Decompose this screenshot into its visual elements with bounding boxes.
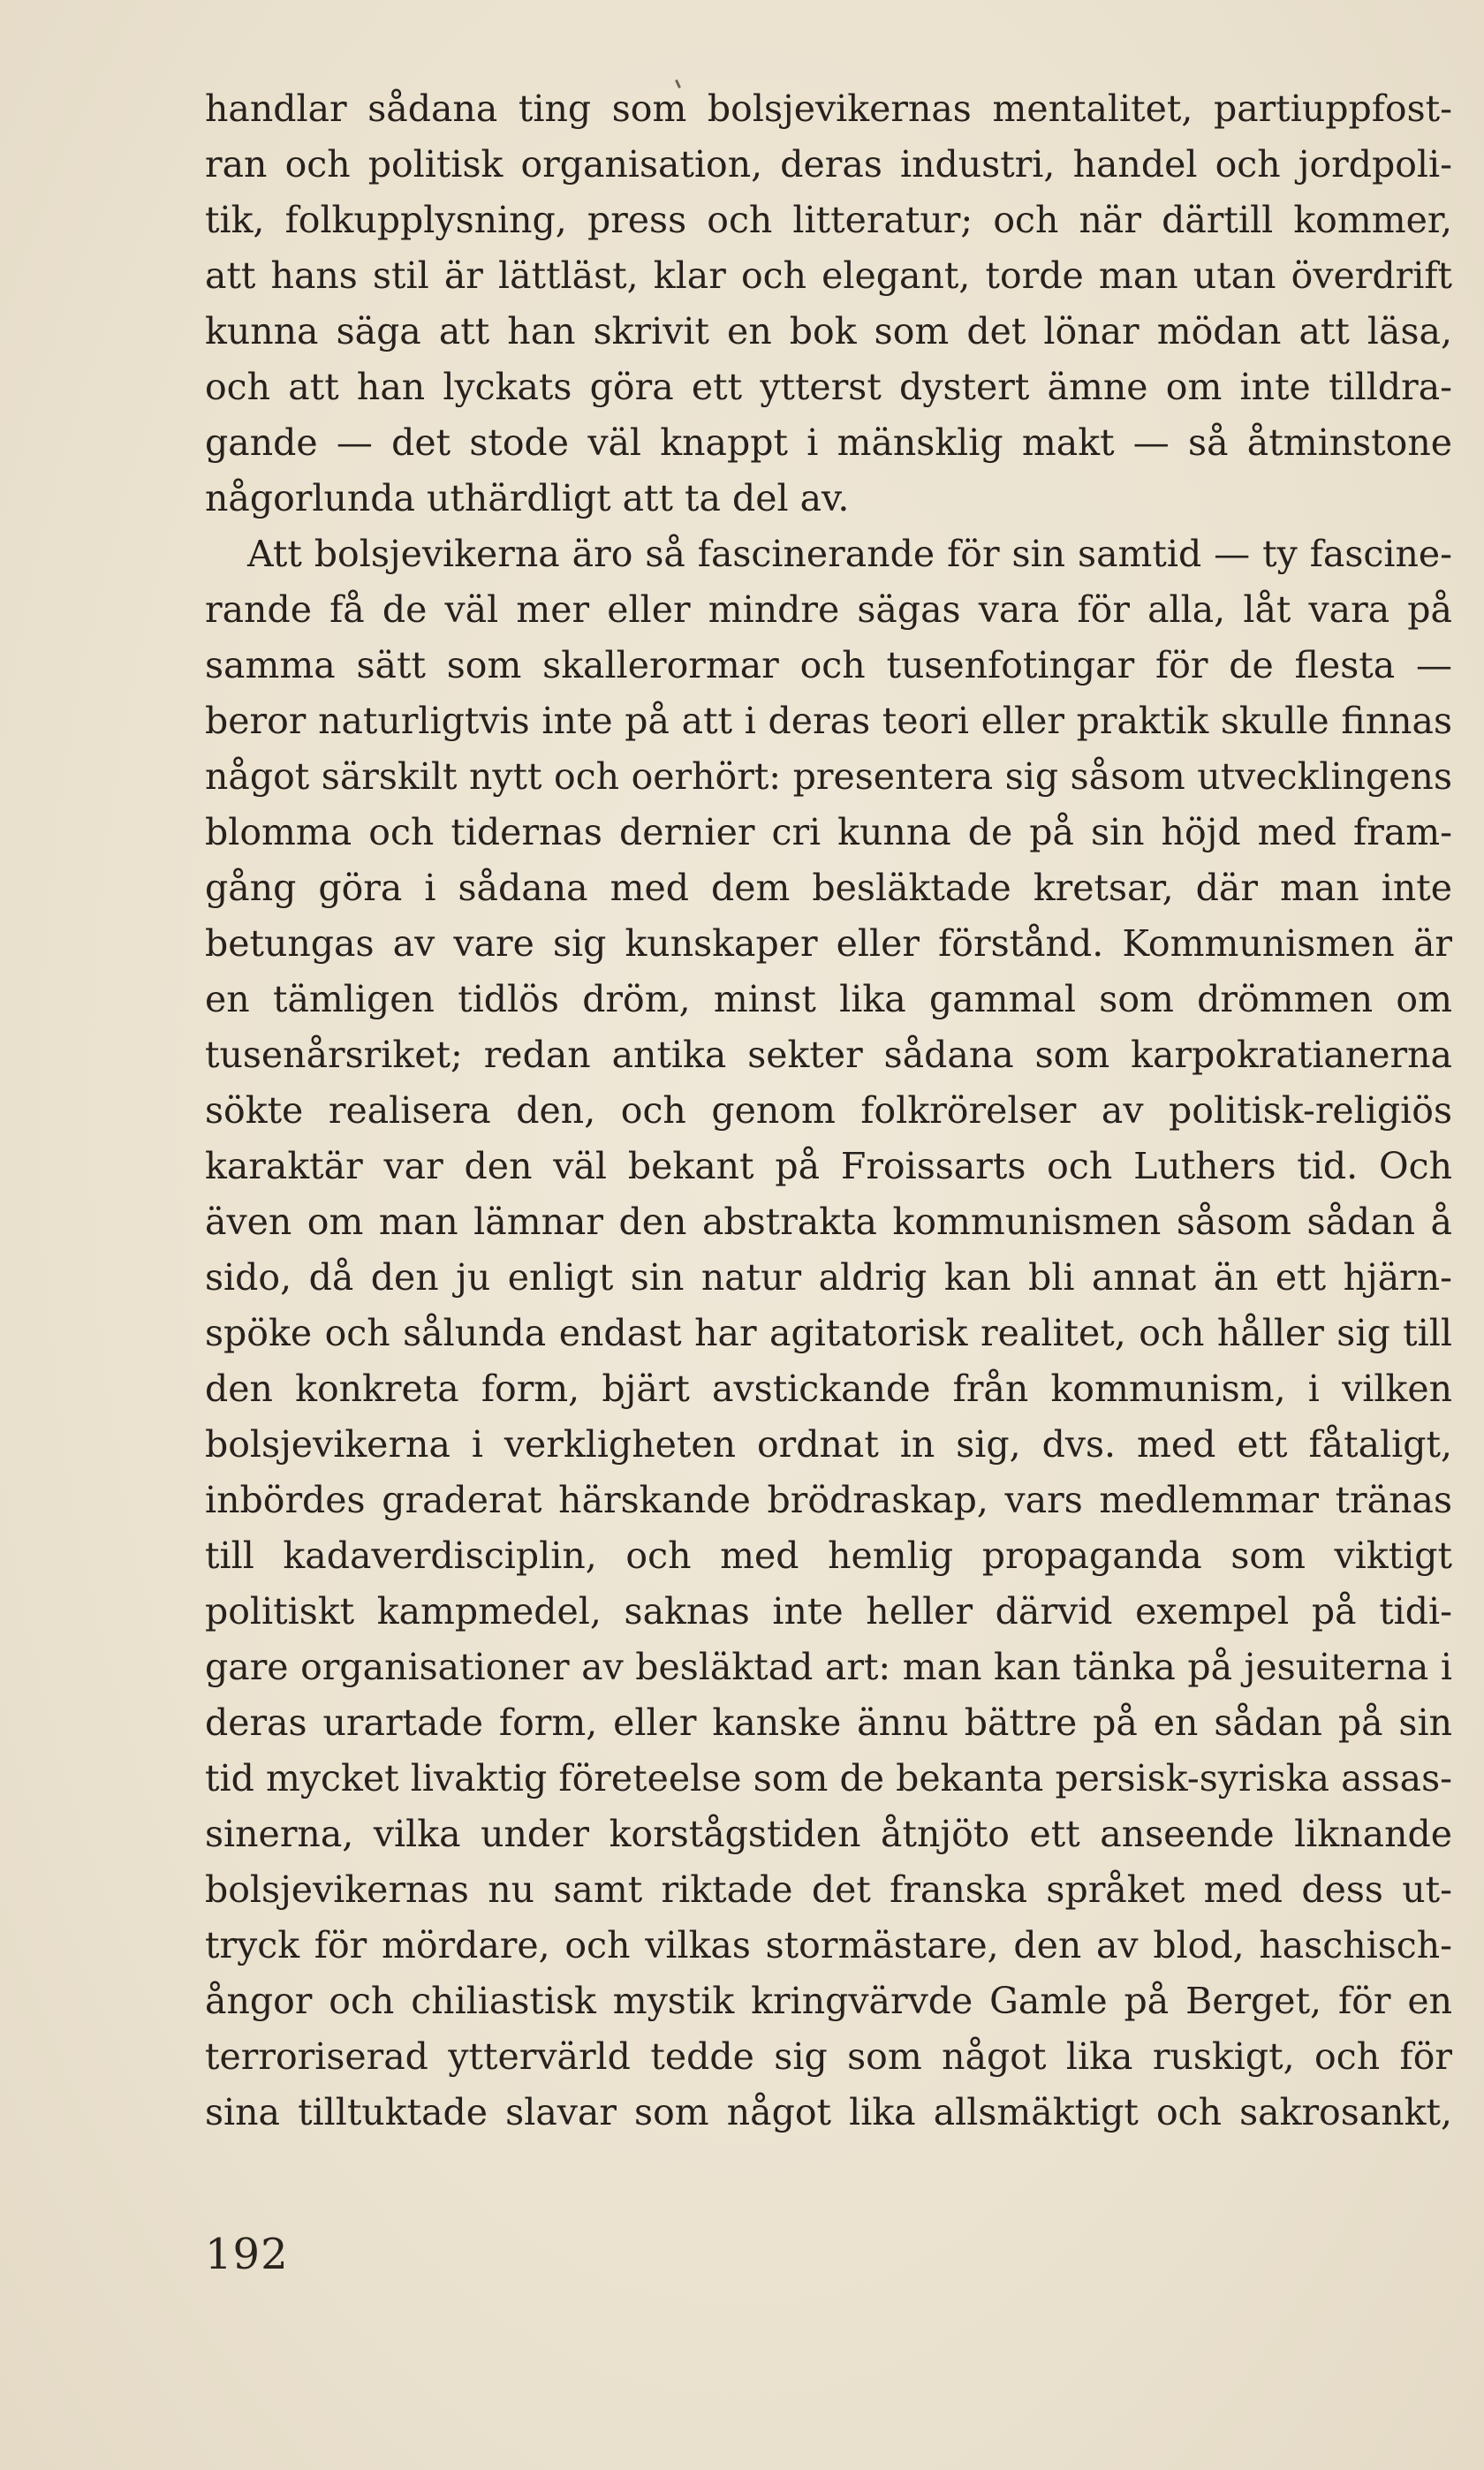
text-line: bolsjevikernas nu samt riktade det franska språket med dess ut- (205, 1868, 1452, 1911)
text-line: även om man lämnar den abstrakta kommunismen såsom sådan å (205, 1201, 1452, 1243)
text-line: betungas av vare sig kunskaper eller förstånd. Kommunismen är (205, 922, 1452, 965)
text-line: gång göra i sådana med dem besläktade kretsar, där man inte (205, 867, 1452, 909)
paragraph-2 (205, 527, 1452, 2140)
text-line: Att bolsjevikerna äro så fascinerande för sin samtid — ty fascine- (247, 533, 1452, 575)
body-text (205, 81, 1452, 2140)
text-line: att hans stil är lättläst, klar och elegant, torde man utan överdrift (205, 254, 1452, 297)
text-line: tid mycket livaktig företeelse som de bekanta persisk-syriska assas- (205, 1757, 1452, 1799)
text-line: gande — det stode väl knappt i mänsklig makt — så åtminstone (205, 421, 1452, 464)
text-line: gare organisationer av besläktad art: man kan tänka på jesuiterna i (205, 1646, 1452, 1688)
text-line: tik, folkupplysning, press och litteratur; och när därtill kommer, (205, 199, 1452, 241)
text-line: handlar sådana ting som bolsjevikernas mentalitet, partiuppfost- (205, 87, 1452, 130)
text-line: deras urartade form, eller kanske ännu bättre på en sådan på sin (205, 1701, 1452, 1744)
text-line: rande få de väl mer eller mindre sägas vara för alla, låt vara på (205, 588, 1452, 631)
text-line: politiskt kampmedel, saknas inte heller därvid exempel på tidi- (205, 1590, 1452, 1633)
text-line: blomma och tidernas dernier cri kunna de på sin höjd med fram- (205, 811, 1452, 853)
text-line: tryck för mördare, och vilkas stormästare, den av blod, haschisch- (205, 1924, 1452, 1966)
text-line: till kadaverdisciplin, och med hemlig propaganda som viktigt (205, 1534, 1452, 1577)
page-number: 192 (205, 2230, 289, 2279)
text-line: inbördes graderat härskande brödraskap, vars medlemmar tränas (205, 1479, 1452, 1521)
text-line: kunna säga att han skrivit en bok som det lönar mödan att läsa, (205, 310, 1452, 352)
text-line: beror naturligtvis inte på att i deras teori eller praktik skulle finnas (205, 700, 1452, 742)
text-line: tusenårsriket; redan antika sekter sådana som karpokratianerna (205, 1034, 1452, 1076)
text-line: bolsjevikerna i verkligheten ordnat in sig, dvs. med ett fåtaligt, (205, 1423, 1452, 1466)
text-line: något särskilt nytt och oerhört: presentera sig såsom utvecklingens (205, 755, 1452, 798)
text-line: sina tilltuktade slavar som något lika allsmäktigt och sakrosankt, (205, 2091, 1452, 2133)
text-line: terroriserad yttervärld tedde sig som något lika ruskigt, och för (205, 2035, 1452, 2078)
text-line: spöke och sålunda endast har agitatorisk realitet, och håller sig till (205, 1312, 1452, 1354)
text-line: en tämligen tidlös dröm, minst lika gammal som drömmen om (205, 978, 1452, 1020)
text-line: ran och politisk organisation, deras industri, handel och jordpoli- (205, 143, 1452, 186)
text-line: sinerna, vilka under korstågstiden åtnjöto ett anseende liknande (205, 1813, 1452, 1855)
text-line: ångor och chiliastisk mystik kringvärvde Gamle på Berget, för en (205, 1980, 1452, 2022)
text-line: samma sätt som skallerormar och tusenfotingar för de flesta — (205, 644, 1452, 686)
text-line: karaktär var den väl bekant på Froissarts och Luthers tid. Och (205, 1145, 1452, 1187)
text-line: någorlunda uthärdligt att ta del av. (205, 477, 850, 519)
text-line: sido, då den ju enligt sin natur aldrig kan bli annat än ett hjärn- (205, 1256, 1452, 1299)
text-line: och att han lyckats göra ett ytterst dystert ämne om inte tilldra- (205, 366, 1452, 408)
paragraph-1 (205, 81, 1452, 527)
text-line: sökte realisera den, och genom folkrörelser av politisk-religiös (205, 1089, 1452, 1132)
text-line: den konkreta form, bjärt avstickande från kommunism, i vilken (205, 1368, 1452, 1410)
